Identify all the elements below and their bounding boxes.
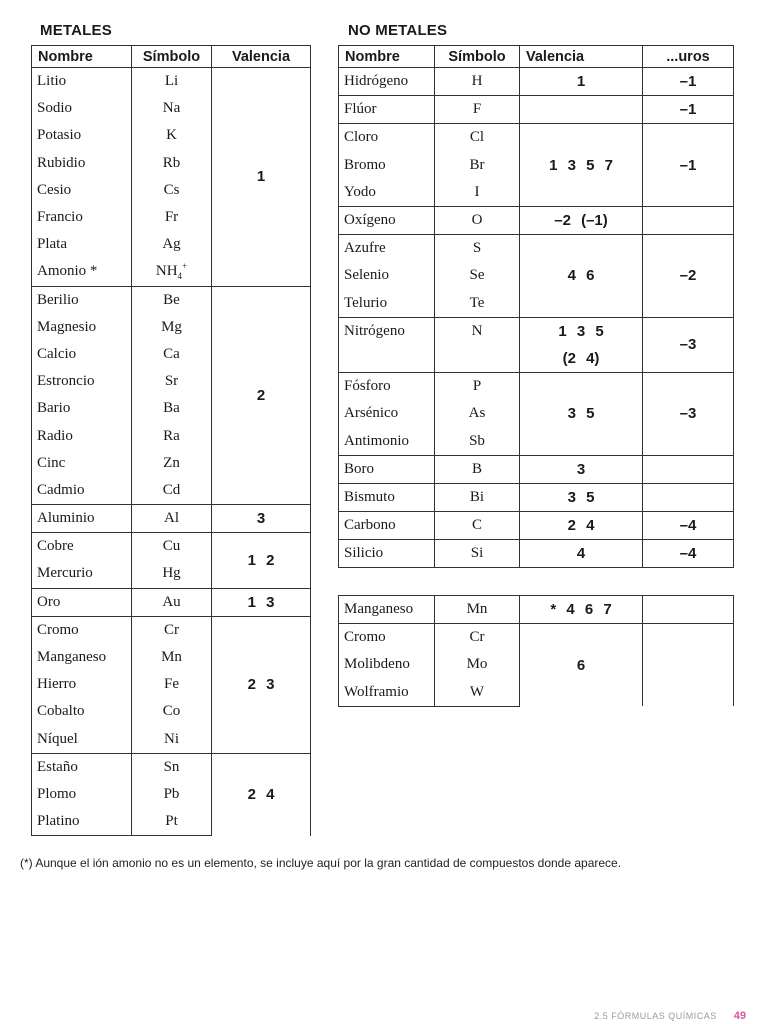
header-valencia: Valencia (520, 46, 643, 68)
element-name: Francio (32, 204, 132, 231)
uros-cell: –1 (643, 124, 734, 207)
element-name: Berilio (32, 286, 132, 314)
element-symbol: Be (132, 286, 212, 314)
element-symbol: F (435, 96, 520, 124)
element-symbol: K (132, 122, 212, 149)
table-row (339, 68, 734, 96)
element-symbol: Fe (132, 671, 212, 698)
valencia-cell: 2 3 (212, 616, 311, 753)
element-symbol: Mg (132, 314, 212, 341)
element-name: Cloro (339, 124, 435, 152)
element-symbol: Ca (132, 341, 212, 368)
metales-header-row (32, 46, 311, 68)
table-row (339, 624, 734, 652)
element-symbol: Cr (435, 624, 520, 652)
table-row (32, 533, 311, 561)
element-symbol: Mo (435, 651, 520, 678)
element-name: Plomo (32, 781, 132, 808)
element-name: Flúor (339, 96, 435, 124)
element-symbol (435, 345, 520, 373)
element-symbol: W (435, 679, 520, 707)
table-row (32, 588, 311, 616)
element-symbol: Mn (132, 644, 212, 671)
element-symbol: Pb (132, 781, 212, 808)
uros-cell: –3 (643, 373, 734, 456)
element-symbol: Li (132, 68, 212, 96)
element-symbol: Br (435, 152, 520, 179)
element-symbol: Cl (435, 124, 520, 152)
element-name: Cromo (339, 624, 435, 652)
element-name: Cobre (32, 533, 132, 561)
header-nombre: Nombre (339, 46, 435, 68)
valencia-cell: –2 (–1) (520, 206, 643, 234)
element-symbol: Na (132, 95, 212, 122)
uros-cell (643, 624, 734, 707)
element-symbol: Ra (132, 422, 212, 449)
valencia-cell: 3 (212, 505, 311, 533)
table-row (339, 483, 734, 511)
uros-cell: –3 (643, 317, 734, 372)
valencia-cell (520, 317, 643, 372)
element-name: Amonio * (32, 258, 132, 286)
element-symbol: Ag (132, 231, 212, 258)
element-symbol: As (435, 400, 520, 427)
element-name: Arsénico (339, 400, 435, 427)
element-name: Bario (32, 395, 132, 422)
element-name: Silicio (339, 540, 435, 568)
element-name: Bromo (339, 152, 435, 179)
valencia-cell: 1 (212, 68, 311, 287)
element-name: Rubidio (32, 150, 132, 177)
element-name: Aluminio (32, 505, 132, 533)
uros-cell: –1 (643, 68, 734, 96)
element-name: Magnesio (32, 314, 132, 341)
element-symbol: Bi (435, 483, 520, 511)
valencia-cell: 2 4 (212, 753, 311, 836)
element-symbol: Te (435, 290, 520, 318)
element-symbol: Au (132, 588, 212, 616)
valencia-cell: 1 3 5 7 (520, 124, 643, 207)
no-metales-table (338, 45, 734, 568)
table-row (32, 68, 311, 96)
element-symbol: Sr (132, 368, 212, 395)
element-name: Litio (32, 68, 132, 96)
element-name: Sodio (32, 95, 132, 122)
element-name: Cadmio (32, 477, 132, 505)
header-valencia: Valencia (212, 46, 311, 68)
element-name: Hidrógeno (339, 68, 435, 96)
element-symbol: Al (132, 505, 212, 533)
element-name: Radio (32, 422, 132, 449)
table-row (32, 753, 311, 781)
element-symbol: Se (435, 262, 520, 289)
element-name: Oxígeno (339, 206, 435, 234)
valencia-cell: 1 (520, 68, 643, 96)
element-name: Nitrógeno (339, 317, 435, 345)
element-symbol: Cs (132, 177, 212, 204)
header-uros: ...uros (643, 46, 734, 68)
element-symbol: Cr (132, 616, 212, 644)
uros-cell (643, 596, 734, 624)
table-row (339, 206, 734, 234)
valencia-cell: 6 (520, 624, 643, 707)
element-symbol: Hg (132, 560, 212, 588)
element-symbol: H (435, 68, 520, 96)
element-symbol: Cd (132, 477, 212, 505)
header-simbolo: Símbolo (132, 46, 212, 68)
element-name: Manganeso (32, 644, 132, 671)
element-name: Níquel (32, 726, 132, 754)
uros-cell (643, 483, 734, 511)
element-symbol: S (435, 235, 520, 263)
element-name: Bismuto (339, 483, 435, 511)
uros-cell: –4 (643, 540, 734, 568)
element-symbol: Mn (435, 596, 520, 624)
element-symbol: Fr (132, 204, 212, 231)
element-name: Estroncio (32, 368, 132, 395)
element-name: Mercurio (32, 560, 132, 588)
table-row (32, 616, 311, 644)
element-name: Calcio (32, 341, 132, 368)
element-symbol: Pt (132, 808, 212, 836)
element-symbol: Cu (132, 533, 212, 561)
element-name: Hierro (32, 671, 132, 698)
metales-title: METALES (40, 22, 112, 39)
uros-cell: –4 (643, 512, 734, 540)
table-row (339, 317, 734, 345)
table-row (32, 286, 311, 314)
valencia-cell: 3 5 (520, 373, 643, 456)
valencia-cell: 1 3 (212, 588, 311, 616)
element-symbol: B (435, 455, 520, 483)
element-symbol: Ni (132, 726, 212, 754)
element-name: Carbono (339, 512, 435, 540)
element-name: Selenio (339, 262, 435, 289)
table-row (339, 373, 734, 401)
element-symbol: Co (132, 698, 212, 725)
metales-table (31, 45, 311, 836)
table-row (32, 505, 311, 533)
element-symbol: O (435, 206, 520, 234)
page-footer (594, 1010, 746, 1022)
valencia-cell: 1 2 (212, 533, 311, 588)
no-metales-header-row (339, 46, 734, 68)
valencia-value: 1 3 5 (558, 322, 604, 340)
valencia-cell: 3 (520, 455, 643, 483)
uros-cell (643, 206, 734, 234)
element-symbol: Zn (132, 450, 212, 477)
footer-section: 2.5 FÓRMULAS QUÍMICAS (594, 1011, 717, 1021)
element-name: Azufre (339, 235, 435, 263)
element-name: Cobalto (32, 698, 132, 725)
element-name: Wolframio (339, 679, 435, 707)
element-name: Platino (32, 808, 132, 836)
element-symbol: P (435, 373, 520, 401)
uros-cell: –2 (643, 235, 734, 318)
element-name: Manganeso (339, 596, 435, 624)
element-name: Oro (32, 588, 132, 616)
element-symbol: Si (435, 540, 520, 568)
transicion-table (338, 595, 734, 707)
element-symbol: Sn (132, 753, 212, 781)
header-simbolo: Símbolo (435, 46, 520, 68)
element-name: Cinc (32, 450, 132, 477)
valencia-value-secondary: (2 4) (562, 349, 600, 367)
element-name: Cromo (32, 616, 132, 644)
element-name: Cesio (32, 177, 132, 204)
header-nombre: Nombre (32, 46, 132, 68)
uros-cell: –1 (643, 96, 734, 124)
footnote: (*) Aunque el ión amonio no es un elemento, se incluye aquí por la gran cantidad de compuestos donde aparece. (20, 856, 622, 870)
element-name: Molibdeno (339, 651, 435, 678)
valencia-cell: * 4 6 7 (520, 596, 643, 624)
table-row (339, 235, 734, 263)
valencia-cell: 3 5 (520, 483, 643, 511)
table-row (339, 596, 734, 624)
valencia-cell: 4 (520, 540, 643, 568)
element-name: Fósforo (339, 373, 435, 401)
element-symbol: $NH_4^+$ (132, 258, 212, 286)
table-row (339, 124, 734, 152)
valencia-cell (520, 96, 643, 124)
element-name (339, 345, 435, 373)
element-symbol: I (435, 179, 520, 207)
element-name: Potasio (32, 122, 132, 149)
element-name: Telurio (339, 290, 435, 318)
uros-cell (643, 455, 734, 483)
element-name: Boro (339, 455, 435, 483)
element-symbol: N (435, 317, 520, 345)
table-row (339, 455, 734, 483)
page-number: 49 (733, 1010, 746, 1022)
valencia-cell: 4 6 (520, 235, 643, 318)
valencia-cell: 2 4 (520, 512, 643, 540)
table-row (339, 540, 734, 568)
element-name: Yodo (339, 179, 435, 207)
element-name: Estaño (32, 753, 132, 781)
element-symbol: Sb (435, 427, 520, 455)
table-row (339, 512, 734, 540)
element-symbol: Rb (132, 150, 212, 177)
element-name: Antimonio (339, 427, 435, 455)
no-metales-title: NO METALES (348, 22, 448, 39)
element-symbol: Ba (132, 395, 212, 422)
valencia-cell: 2 (212, 286, 311, 505)
table-row (339, 96, 734, 124)
element-symbol: C (435, 512, 520, 540)
element-name: Plata (32, 231, 132, 258)
